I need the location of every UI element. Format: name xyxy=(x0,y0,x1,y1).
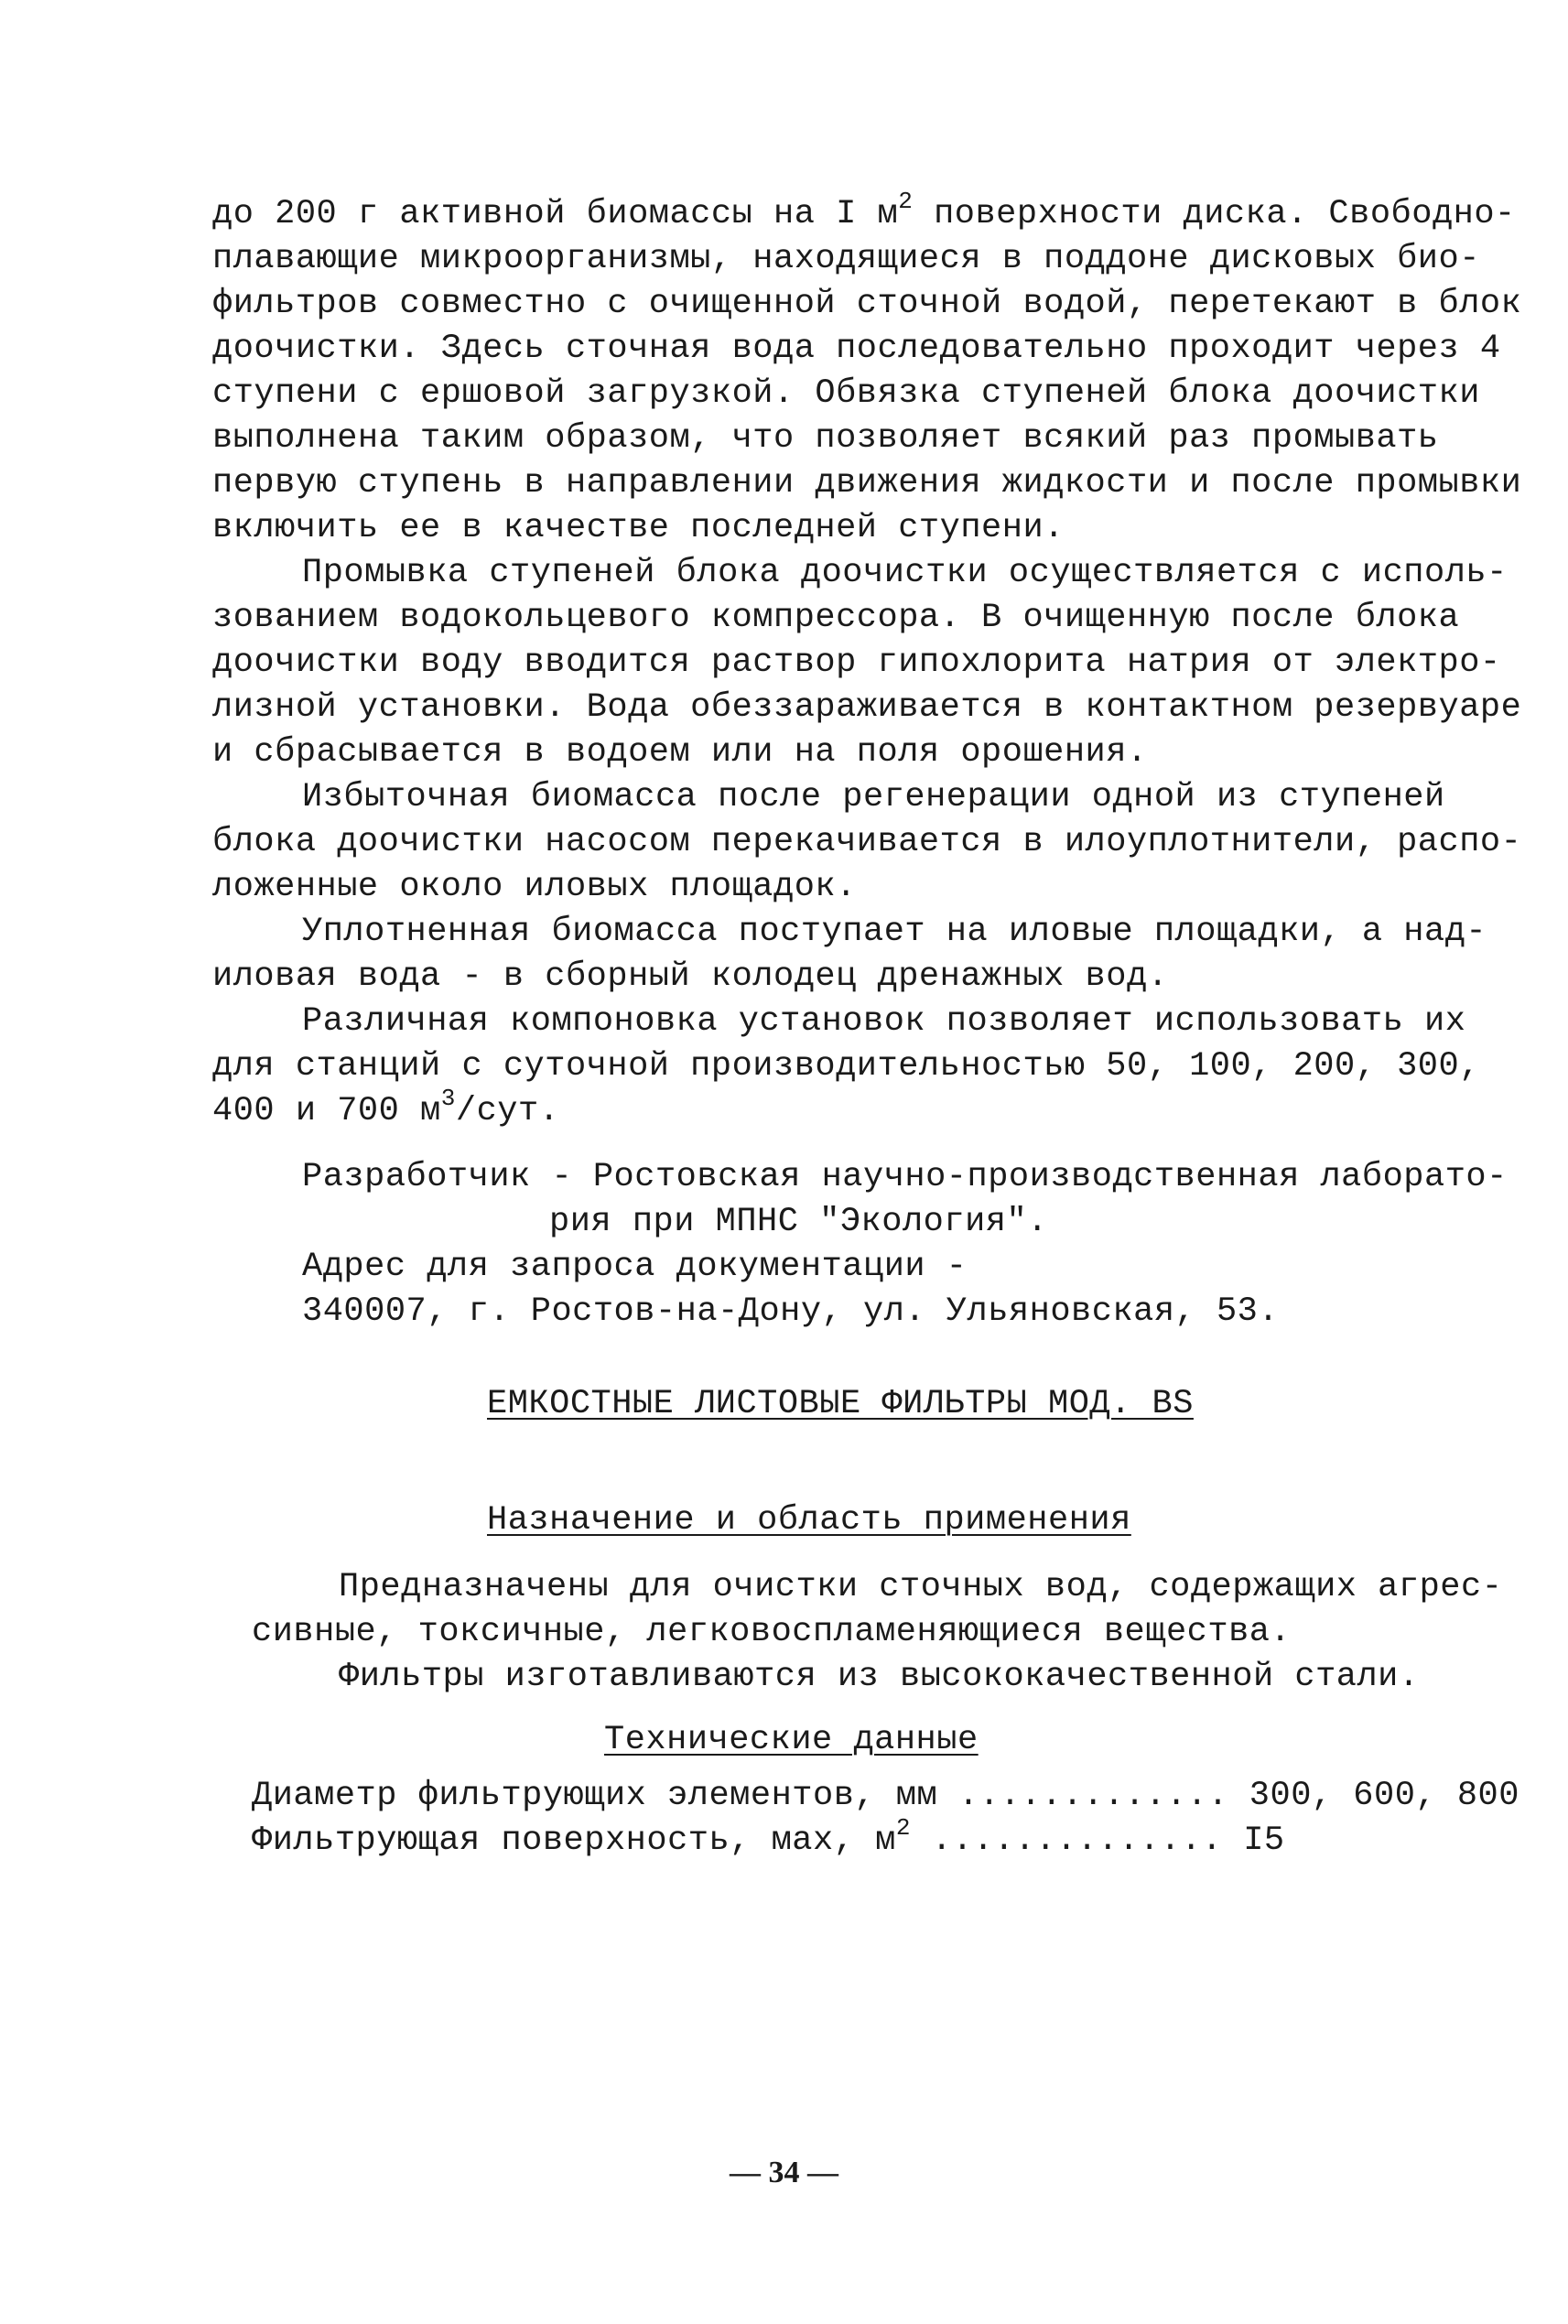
text-line: включить ее в качестве последней ступени. xyxy=(212,509,1065,547)
tech-label: Диаметр фильтрующих элементов, мм ............. xyxy=(252,1777,1249,1815)
text-line: ступени с ершовой загрузкой. Обвязка ступеней блока доочистки xyxy=(212,374,1480,413)
text-line: Уплотненная биомасса поступает на иловые площадки, а над- xyxy=(302,913,1487,951)
text-line: иловая вода - в сборный колодец дренажных вод. xyxy=(212,957,1169,996)
address-value: 340007, г. Ростов-на-Дону, ул. Ульяновская, 53. xyxy=(302,1292,1280,1331)
tech-value: I5 xyxy=(1243,1821,1285,1860)
text-line: лизной установки. Вода обеззараживается в контактном резервуаре xyxy=(212,688,1522,727)
tech-label: Фильтрующая поверхность, мах, м xyxy=(252,1821,896,1860)
text-line: зованием водокольцевого компрессора. В очищенную после блока xyxy=(212,599,1460,637)
text-line: для станций с суточной производительностью 50, 100, 200, 300, xyxy=(212,1047,1480,1086)
tech-row-surface: Фильтрующая поверхность, мах, $м^2$ .............. I5 xyxy=(252,1814,1285,1860)
text-line: до 200 г активной биомассы на I $м^2$ поверхности диска. Свободно- xyxy=(212,188,1516,233)
text-line: первую ступень в направлении движения жидкости и после промывки xyxy=(212,464,1522,503)
section-title: ЕМКОСТНЫЕ ЛИСТОВЫЕ ФИЛЬТРЫ МОД. BS xyxy=(487,1385,1194,1423)
text-line: и сбрасывается в водоем или на поля орошения. xyxy=(212,733,1148,772)
text-line: ложенные около иловых площадок. xyxy=(212,868,857,906)
developer-line: Разработчик - Ростовская научно-производственная лаборато- xyxy=(302,1158,1508,1196)
text-line: фильтров совместно с очищенной сточной водой, перетекают в блок xyxy=(212,285,1522,323)
developer-line: рия при МПНС "Экология". xyxy=(549,1203,1048,1241)
purpose-line: Предназначены для очистки сточных вод, содержащих агрес- xyxy=(339,1568,1503,1606)
text-line: Избыточная биомасса после регенерации одной из ступеней xyxy=(302,778,1445,816)
text-line: Промывка ступеней блока доочистки осуществляется с исполь- xyxy=(302,554,1508,592)
tech-heading: Технические данные xyxy=(604,1721,979,1759)
tech-row-diameter xyxy=(252,1774,1519,1818)
section-subtitle: Назначение и область применения xyxy=(487,1501,1131,1540)
text-line: блока доочистки насосом перекачивается в илоуплотнители, распо- xyxy=(212,823,1522,861)
text-line: 400 и 700 $м^3$/сут. xyxy=(212,1085,560,1130)
purpose-line: сивные, токсичные, легковоспламеняющиеся вещества. xyxy=(252,1613,1292,1651)
text-line: выполнена таким образом, что позволяет всякий раз промывать xyxy=(212,419,1439,458)
text-line: доочистки воду вводится раствор гипохлорита натрия от электро- xyxy=(212,643,1501,682)
text-line: плавающие микроорганизмы, находящиеся в поддоне дисковых био- xyxy=(212,240,1480,278)
address-label: Адрес для запроса документации - xyxy=(302,1248,968,1286)
page-number: — 34 — xyxy=(730,2156,838,2189)
tech-value: 300, 600, 800 xyxy=(1249,1777,1519,1815)
text-line: Различная компоновка установок позволяет использовать их xyxy=(302,1002,1466,1041)
purpose-line: Фильтры изготавливаются из высококачественной стали. xyxy=(339,1658,1420,1696)
text-line: доочистки. Здесь сточная вода последовательно проходит через 4 xyxy=(212,330,1501,368)
